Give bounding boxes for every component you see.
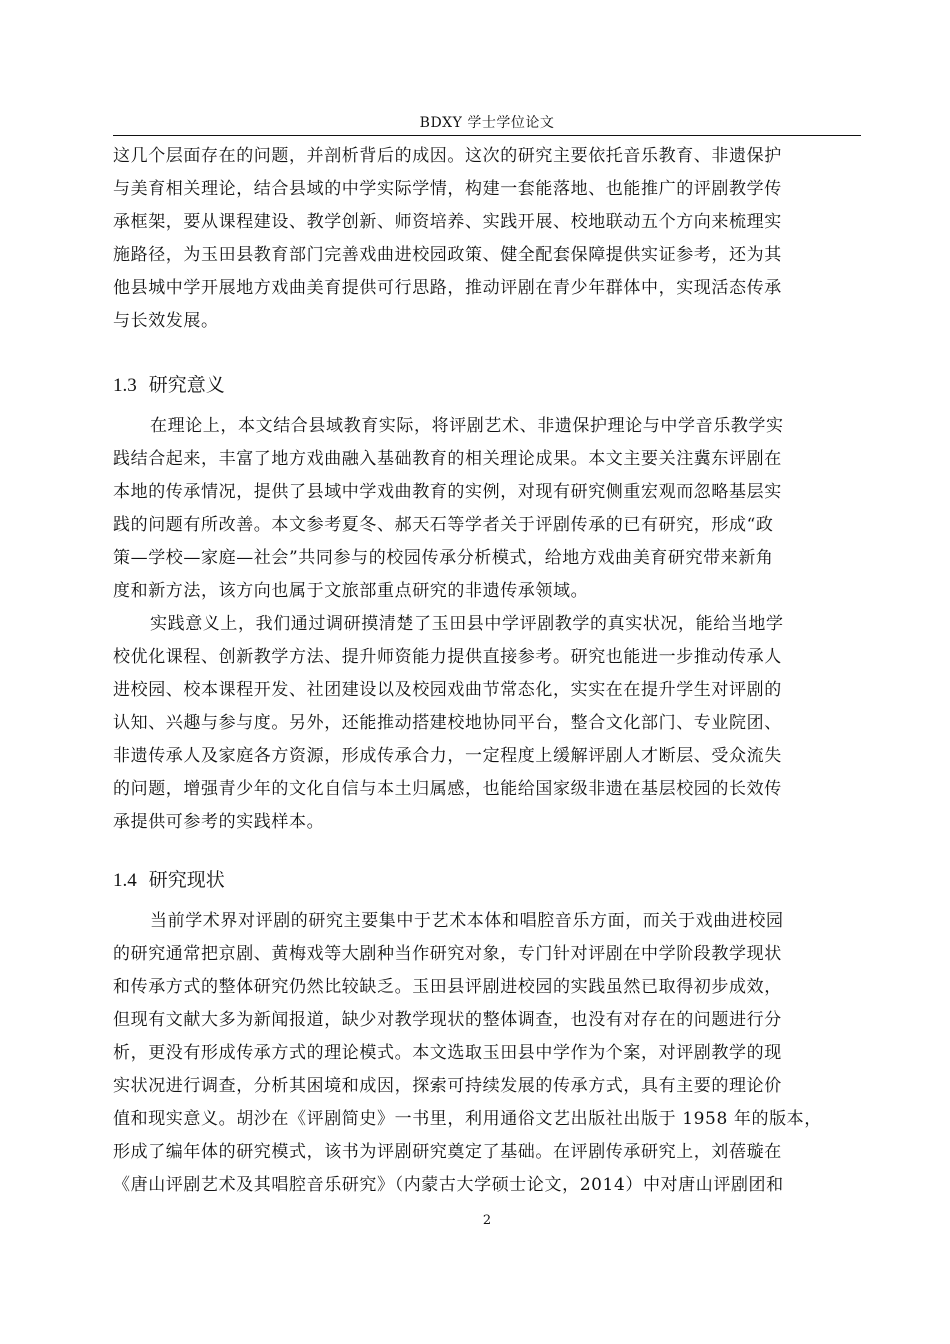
header-rule [113, 135, 861, 136]
text-line: 实状况进行调查，分析其困境和成因，探索可持续发展的传承方式，具有主要的理论价 [113, 1076, 782, 1096]
text-line: 的问题，增强青少年的文化自信与本土归属感，也能给国家级非遗在基层校园的长效传 [113, 779, 782, 799]
section-1-3-paragraph-1 [113, 410, 861, 608]
text-line: 值和现实意义。胡沙在《评剧简史》一书里，利用通俗文艺出版社出版于 1958 年的版本， [113, 1109, 822, 1129]
running-header: BDXY 学士学位论文 [419, 115, 555, 131]
text-line: 进校园、校本课程开发、社团建设以及校园戏曲节常态化，实实在在提升学生对评剧的 [113, 680, 782, 700]
text-line: 与美育相关理论，结合县域的中学实际学情，构建一套能落地、也能推广的评剧教学传 [113, 179, 782, 199]
text-line: 践结合起来，丰富了地方戏曲融入基础教育的相关理论成果。本文主要关注冀东评剧在 [113, 449, 782, 469]
text-line: 施路径，为玉田县教育部门完善戏曲进校园政策、健全配套保障提供实证参考，还为其 [113, 245, 782, 265]
page-number: 2 [482, 1213, 492, 1228]
section-number: 1.3 [113, 375, 137, 396]
section-heading-1-3 [113, 372, 861, 399]
text-line: 这几个层面存在的问题，并剖析背后的成因。这次的研究主要依托音乐教育、非遗保护 [113, 146, 782, 166]
text-line: 在理论上，本文结合县域教育实际，将评剧艺术、非遗保护理论与中学音乐教学实 [150, 416, 784, 436]
text-line: 本地的传承情况，提供了县域中学戏曲教育的实例，对现有研究侧重宏观而忽略基层实 [113, 482, 782, 502]
text-line: 的研究通常把京剧、黄梅戏等大剧种当作研究对象，专门针对评剧在中学阶段教学现状 [113, 944, 782, 964]
text-line: 当前学术界对评剧的研究主要集中于艺术本体和唱腔音乐方面，而关于戏曲进校园 [150, 911, 784, 931]
text-line: 但现有文献大多为新闻报道，缺少对教学现状的整体调查，也没有对存在的问题进行分 [113, 1010, 782, 1030]
text-line: 非遗传承人及家庭各方资源，形成传承合力，一定程度上缓解评剧人才断层、受众流失 [113, 746, 782, 766]
text-line: 析，更没有形成传承方式的理论模式。本文选取玉田县中学作为个案，对评剧教学的现 [113, 1043, 782, 1063]
text-line: 与长效发展。 [113, 311, 219, 331]
text-line: 《唐山评剧艺术及其唱腔音乐研究》（内蒙古大学硕士论文，2014）中对唐山评剧团和 [113, 1175, 784, 1195]
intro-continuation-paragraph [113, 140, 861, 338]
text-line: 校优化课程、创新教学方法、提升师资能力提供直接参考。研究也能进一步推动传承人 [113, 647, 782, 667]
text-line: 实践意义上，我们通过调研摸清楚了玉田县中学评剧教学的真实状况，能给当地学 [150, 614, 784, 634]
text-line: 承框架，要从课程建设、教学创新、师资培养、实践开展、校地联动五个方向来梳理实 [113, 212, 782, 232]
section-title: 研究意义 [148, 374, 225, 396]
text-line: 认知、兴趣与参与度。另外，还能推动搭建校地协同平台，整合文化部门、专业院团、 [113, 713, 782, 733]
section-heading-1-4 [113, 867, 861, 894]
text-line: 策—学校—家庭—社会”共同参与的校园传承分析模式，给地方戏曲美育研究带来新角 [113, 548, 774, 568]
text-line: 形成了编年体的研究模式，该书为评剧研究奠定了基础。在评剧传承研究上，刘蓓璇在 [113, 1142, 782, 1162]
section-1-3-paragraph-2 [113, 608, 861, 839]
text-line: 他县城中学开展地方戏曲美育提供可行思路，推动评剧在青少年群体中，实现活态传承 [113, 278, 782, 298]
text-line: 承提供可参考的实践样本。 [113, 812, 325, 832]
text-line: 度和新方法，该方向也属于文旅部重点研究的非遗传承领域。 [113, 581, 589, 601]
text-line: 和传承方式的整体研究仍然比较缺乏。玉田县评剧进校园的实践虽然已取得初步成效， [113, 977, 782, 997]
text-line: 践的问题有所改善。本文参考夏冬、郝天石等学者关于评剧传承的已有研究，形成“政 [113, 515, 774, 535]
section-title: 研究现状 [148, 869, 225, 891]
section-number: 1.4 [113, 870, 137, 891]
section-1-4-paragraph-1 [113, 905, 861, 1202]
